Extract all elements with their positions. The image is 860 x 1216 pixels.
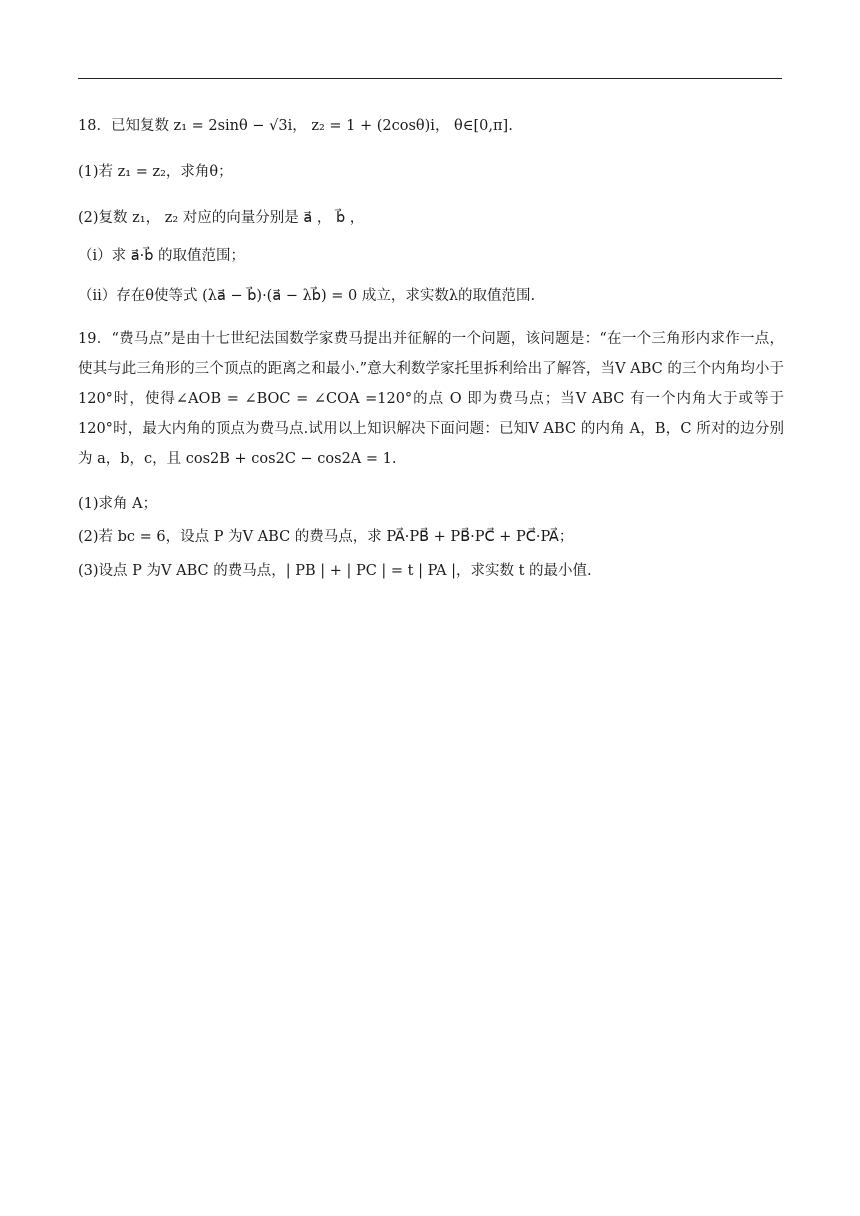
q19-part2: (2)若 bc = 6，设点 P 为V ABC 的费马点，求 PA⃗·PB⃗ + PB⃗·PC⃗ + PC⃗·PA⃗； [78, 529, 574, 545]
q18-part2: (2)复数 z₁， z₂ 对应的向量分别是 a⃗ ， b⃗ ， [78, 210, 365, 226]
q18-part2-ii: （ⅱ）存在θ使等式 (λa⃗ − b⃗)·(a⃗ − λb⃗) = 0 成立，求实数λ的取值范围. [78, 288, 536, 304]
q18-part2-i: （ⅰ）求 a⃗·b⃗ 的取值范围； [78, 248, 246, 264]
q19-part1: (1)求角 A； [78, 496, 158, 512]
q19-stem: 19．“费马点”是由十七世纪法国数学家费马提出并征解的一个问题，该问题是：“在一个三角形内求作一点，使其与此三角形的三个顶点的距离之和最小.”意大利数学家托里拆利给出了解答，当V ABC 的三个内角均小于 120°时，使得∠AOB = ∠BOC = ∠COA =120°的点 O 即为费马点；当V ABC 有一个内角大于或等于 120°时，最大内角的顶点为费马点.试用以上知识解决下面问题：已知V ABC 的内角 A，B，C 所对的边分别为 a，b，c，且 cos2B + cos2C − cos2A = 1. [78, 331, 784, 467]
q18-part1: (1)若 z₁ = z₂，求角θ； [78, 164, 233, 180]
q19-part3: (3)设点 P 为V ABC 的费马点，| PB | + | PC | = t | PA |，求实数 t 的最小值. [78, 563, 592, 579]
q18-stem: 18．已知复数 z₁ = 2sinθ − √3i， z₂ = 1 + (2cosθ)i， θ∈[0,π]. [78, 118, 513, 134]
header-rule [78, 78, 782, 79]
